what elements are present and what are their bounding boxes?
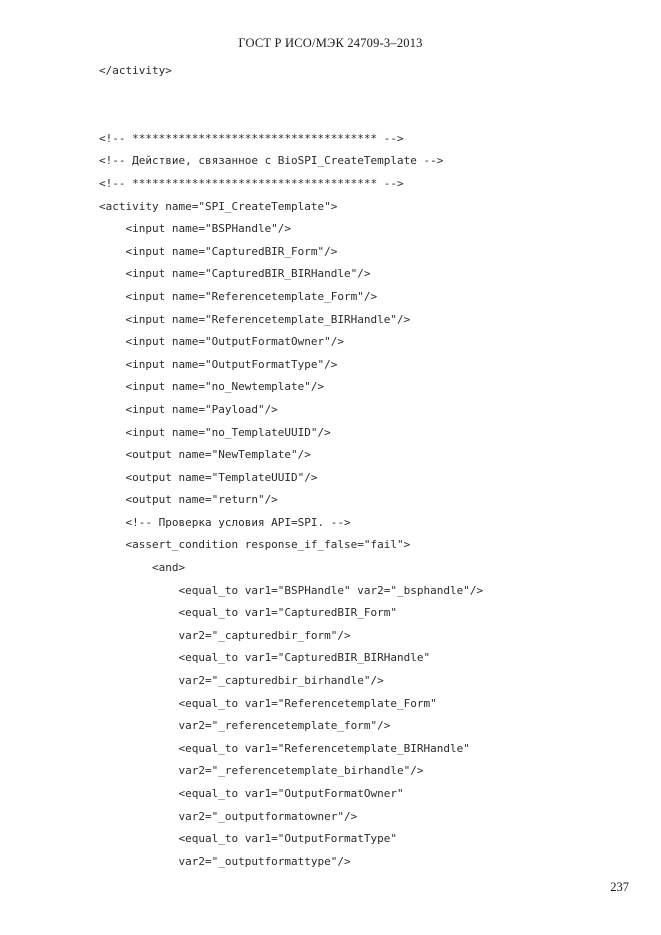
code-line: <!-- Проверка условия API=SPI. --> — [99, 515, 351, 529]
page-number: 237 — [610, 880, 629, 894]
code-line: <input name="Payload"/> — [99, 402, 278, 416]
code-line: <!-- ************************************* --> — [99, 176, 404, 190]
code-line: <input name="OutputFormatType"/> — [99, 357, 338, 371]
code-line: <activity name="SPI_CreateTemplate"> — [99, 199, 338, 213]
code-line: var2="_referencetemplate_birhandle"/> — [99, 764, 424, 778]
code-line: </activity> — [99, 64, 172, 77]
code-line: <output name="NewTemplate"/> — [99, 448, 311, 462]
code-line: <input name="no_TemplateUUID"/> — [99, 425, 331, 439]
code-blank-line — [99, 83, 629, 106]
code-line: var2="_outputformattype"/> — [99, 854, 351, 868]
code-line: <!-- ************************************* --> — [99, 131, 404, 145]
code-line: <input name="CapturedBIR_BIRHandle"/> — [99, 267, 371, 281]
code-blank-line — [99, 105, 629, 128]
code-line: <input name="OutputFormatOwner"/> — [99, 335, 345, 349]
code-line: <equal_to var1="CapturedBIR_Form" — [99, 606, 398, 620]
page-header-title: ГОСТ Р ИСО/МЭК 24709-3–2013 — [238, 36, 423, 50]
code-line: <assert_condition response_if_false="fail"> — [99, 538, 411, 552]
code-line: var2="_outputformatowner"/> — [99, 809, 358, 823]
code-line: <equal_to var1="OutputFormatOwner" — [99, 787, 404, 800]
code-listing — [99, 60, 629, 873]
code-line: <input name="Referencetemplate_BIRHandle"/> — [99, 312, 411, 326]
code-line: var2="_capturedbir_form"/> — [99, 628, 351, 642]
code-line: <input name="CapturedBIR_Form"/> — [99, 244, 338, 258]
code-line: <equal_to var1="OutputFormatType" — [99, 832, 398, 846]
code-line: <output name="TemplateUUID"/> — [99, 470, 318, 484]
code-line: <equal_to var1="Referencetemplate_BIRHandle" — [99, 741, 470, 755]
code-line: <!-- Действие, связанное с BioSPI_CreateTemplate --> — [99, 154, 444, 168]
code-line: <equal_to var1="Referencetemplate_Form" — [99, 696, 437, 710]
code-line: <input name="Referencetemplate_Form"/> — [99, 289, 378, 303]
code-line: <equal_to var1="BSPHandle" var2="_bsphandle"/> — [99, 583, 484, 597]
code-line: <equal_to var1="CapturedBIR_BIRHandle" — [99, 651, 431, 665]
code-line: <input name="no_Newtemplate"/> — [99, 380, 325, 394]
code-line: var2="_capturedbir_birhandle"/> — [99, 674, 384, 688]
code-line: var2="_referencetemplate_form"/> — [99, 719, 391, 733]
code-line: <and> — [99, 561, 186, 575]
code-line: <input name="BSPHandle"/> — [99, 222, 292, 236]
code-line: <output name="return"/> — [99, 493, 278, 507]
